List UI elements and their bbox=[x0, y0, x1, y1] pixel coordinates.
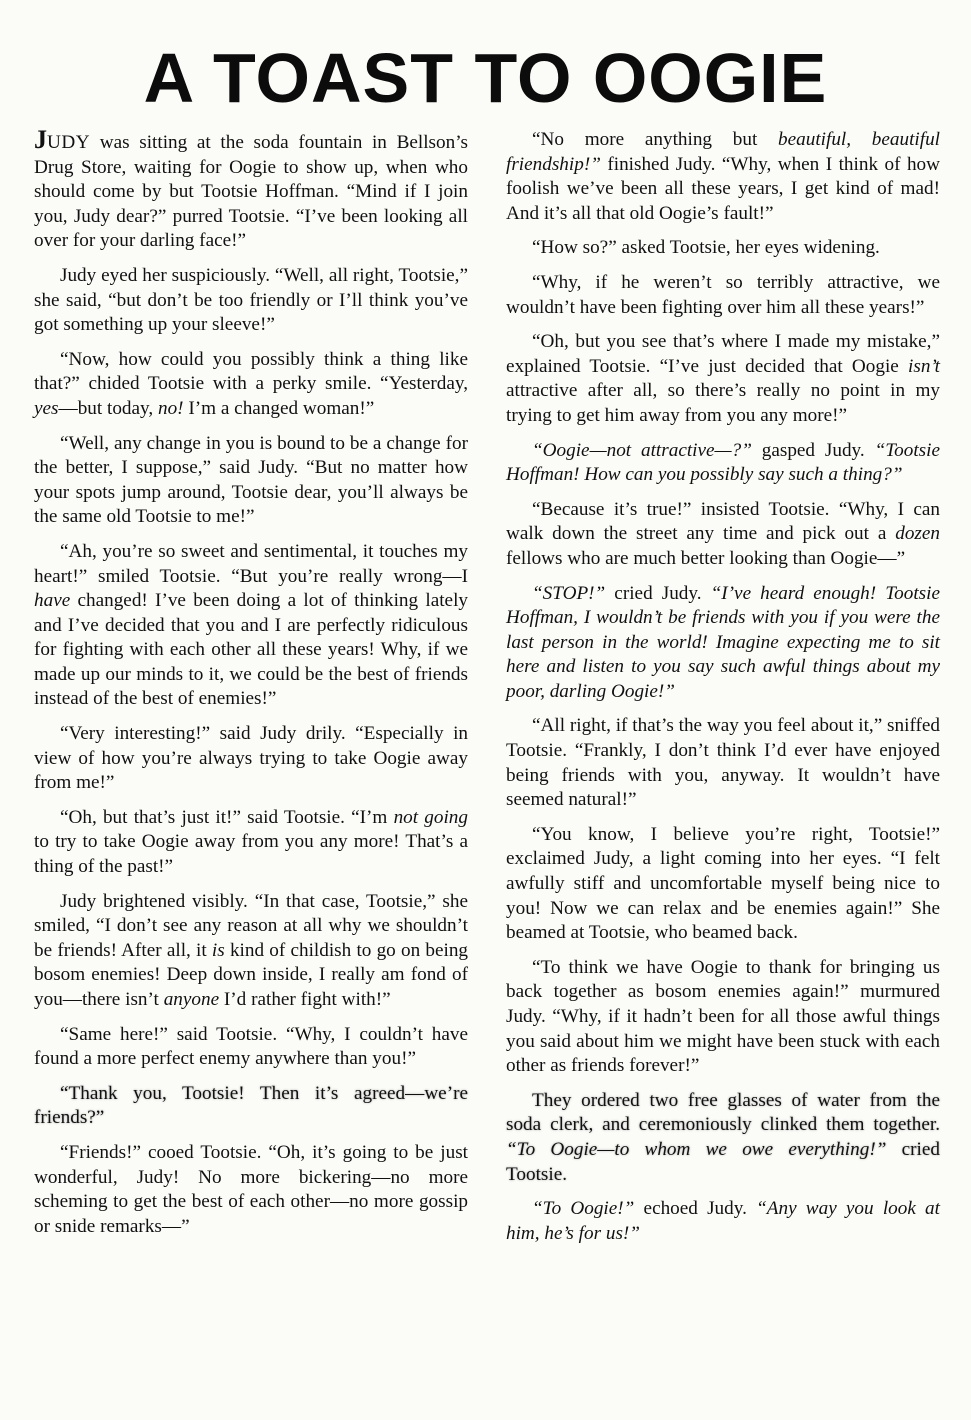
paragraph: “All right, if that’s the way you feel about it,” sniffed Tootsie. “Frankly, I don’t think I’d ever have enjoyed being friends with you, anyway. It wouldn’t have seemed natural!” bbox=[506, 715, 940, 811]
paragraph bbox=[34, 348, 468, 422]
text-span: I’m a changed woman!” bbox=[183, 397, 375, 419]
italic-span: “STOP!” bbox=[532, 582, 606, 604]
left-column bbox=[34, 125, 469, 1249]
text-span: to try to take Oogie away from you any more! That’s a thing of the past!” bbox=[34, 831, 468, 878]
italic-span: beautiful, beautiful friendship!” bbox=[506, 129, 940, 175]
paragraph: “Same here!” said Tootsie. “Why, I couldn’t have found a more perfect enemy anywhere than you!” bbox=[34, 1023, 468, 1070]
paragraph bbox=[506, 128, 940, 226]
text-span: They ordered two free glasses of water from the soda clerk, and ceremoniously clinked them together. bbox=[506, 1089, 940, 1136]
text-span: gasped Judy. bbox=[751, 439, 875, 461]
paragraph bbox=[34, 806, 468, 880]
text-span: “Now, how could you possibly think a thing like that?” chided Tootsie with a perky smile. “Yesterday, bbox=[34, 348, 468, 395]
text-span: “Oh, but you see that’s where I made my mistake,” explained Tootsie. “I’ve just decided that Oogie bbox=[506, 331, 940, 377]
paragraph bbox=[506, 1089, 940, 1187]
text-span: “Because it’s true!” insisted Tootsie. “Why, I can walk down the street any time and pick out a bbox=[506, 498, 940, 545]
paragraph: “Why, if he weren’t so terribly attractive, we wouldn’t have been fighting over him all these years!” bbox=[506, 271, 940, 318]
paragraph: “How so?” asked Tootsie, her eyes widening. bbox=[532, 237, 880, 259]
italic-span: “To Oogie—to whom we owe everything!” bbox=[506, 1138, 887, 1160]
paragraph: “To think we have Oogie to thank for bringing us back together as bosom enemies again!” murmured Judy. “Why, if it hadn’t been for all those awful things you said about him we might have been stuck with each other as friends forever!” bbox=[506, 956, 940, 1077]
paragraph bbox=[34, 540, 468, 712]
drop-cap: J bbox=[34, 125, 47, 154]
paragraph bbox=[506, 582, 940, 705]
text-span: fellows who are much better looking than Oogie—” bbox=[506, 547, 906, 569]
paragraph bbox=[506, 1197, 940, 1246]
text-span: kind of childish to go on being bosom enemies! Deep down inside, I really am fond of you—there isn’t bbox=[34, 939, 469, 1010]
text-span: —but today, bbox=[58, 397, 158, 419]
italic-span: not going bbox=[393, 806, 468, 828]
text-span: changed! I’ve been doing a lot of thinking lately and I’ve decided that you and I are perfectly ridiculous for fighting with each other all these years! Why, if we made up our minds to it, we could be the best of friends instead of the best of enemies!” bbox=[34, 590, 468, 710]
text-span: Judy brightened visibly. “In that case, Tootsie,” she smiled, “I don’t see any reason at all why we shouldn’t be friends! After all, it bbox=[34, 890, 468, 961]
text-span: cried Tootsie. bbox=[506, 1138, 940, 1185]
text-span: was sitting at the soda fountain in Bellson’s Drug Store, waiting for Oogie to show up, when who should come by but Tootsie Hoffman. “Mind if I join you, Judy dear?” purred Tootsie. “I’ve been looking all over for your darling face!” bbox=[34, 132, 468, 252]
italic-span: “Any way you look at him, he’s for us!” bbox=[506, 1198, 940, 1244]
paragraph bbox=[506, 330, 940, 428]
italic-span: “Oogie—not attractive—?” bbox=[532, 439, 752, 461]
paragraph: “Thank you, Tootsie! Then it’s agreed—we’re friends?” bbox=[34, 1082, 468, 1129]
italic-span: “To Oogie!” bbox=[532, 1198, 635, 1220]
paragraph: “Friends!” cooed Tootsie. “Oh, it’s going to be just wonderful, Judy! No more bickering—no more scheming to get the best of each other—no more gossip or snide remarks—” bbox=[34, 1141, 468, 1237]
italic-span: isn’t bbox=[908, 355, 940, 377]
italic-span: yes bbox=[34, 397, 59, 419]
italic-span: anyone bbox=[163, 989, 220, 1010]
paragraph: “Well, any change in you is bound to be a change for the better, I suppose,” said Judy. “But no matter how your spots jump around, Tootsie dear, you’ll always be the same old Tootsie to me!” bbox=[34, 432, 468, 528]
text-span: cried Judy. bbox=[605, 582, 711, 604]
page-title: A TOAST TO OOGIE bbox=[143, 39, 828, 117]
italic-span: “Tootsie Hoffman! How can you possibly say such a thing?” bbox=[506, 439, 940, 486]
italic-span: no! bbox=[157, 397, 184, 419]
paragraph bbox=[506, 498, 940, 572]
small-caps-lead: UDY bbox=[47, 132, 91, 153]
text-span: I’d rather fight with!” bbox=[219, 989, 391, 1010]
italic-span: is bbox=[211, 939, 225, 961]
text-span: finished Judy. “Why, when I think of how foolish we’ve been all these years, I get kind of mad! And it’s all that old Oogie’s fault!” bbox=[506, 153, 940, 224]
paragraph: “Very interesting!” said Judy drily. “Especially in view of how you’re always trying to take Oogie away from me!” bbox=[34, 723, 468, 794]
paragraph bbox=[506, 439, 940, 488]
text-span: “Oh, but that’s just it!” said Tootsie. “I’m bbox=[60, 806, 394, 828]
text-span: echoed Judy. bbox=[634, 1198, 757, 1220]
paragraph bbox=[34, 125, 468, 254]
paragraph bbox=[34, 890, 468, 1013]
paragraph: “You know, I believe you’re right, Tootsie!” exclaimed Judy, a light coming into her eyes. “I felt awfully stiff and uncomfortable myself being nice to you! Now we can relax and be enemies again!” She beamed at Tootsie, who beamed back. bbox=[506, 823, 940, 944]
right-column bbox=[506, 128, 940, 1256]
italic-span: “I’ve heard enough! Tootsie Hoffman, I wouldn’t be friends with you if you were the last person in the world! Imagine expecting me to sit here and listen to you say such awful things about my poor, darling Oogie!” bbox=[506, 582, 940, 702]
italic-span: have bbox=[34, 590, 71, 612]
text-span: “No more anything but bbox=[532, 129, 779, 150]
italic-span: dozen bbox=[895, 523, 940, 545]
paragraph: Judy eyed her suspiciously. “Well, all right, Tootsie,” she said, “but don’t be too friendly or I’ll think you’ve got something up your sleeve!” bbox=[34, 264, 468, 336]
text-span: “Ah, you’re so sweet and sentimental, it touches my heart!” smiled Tootsie. “But you’re really wrong—I bbox=[34, 540, 468, 587]
text-span: attractive after all, so there’s really no point in my trying to get him away from you any more!” bbox=[506, 380, 940, 426]
